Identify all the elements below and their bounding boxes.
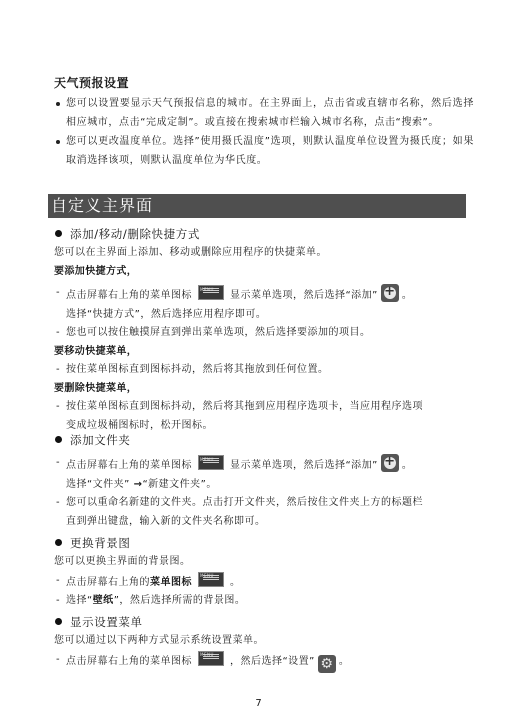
step-text: 点击屏幕右上角的菜单图标 — [66, 655, 192, 667]
settings-menu-section — [54, 614, 484, 673]
folder-heading — [54, 432, 484, 448]
bullet-dot — [56, 102, 60, 106]
step-text: 按住菜单图标直到图标抖动，然后将其拖到应用程序选项卡，当应用程序选项 — [66, 401, 423, 412]
folder-step-2 — [54, 494, 484, 513]
step-text: 您也可以按住触摸屏直到弹出菜单选项，然后选择要添加的项目。 — [66, 327, 371, 338]
dash: - — [56, 401, 61, 412]
wallpaper-intro: 您可以更换主界面的背景图。 — [54, 556, 191, 567]
shortcuts-section — [54, 226, 484, 435]
menu-key-icon — [198, 285, 224, 300]
menu-key-icon — [198, 572, 224, 587]
dash: - — [56, 497, 61, 508]
section-title: 自定义主界面 — [51, 196, 154, 215]
shortcuts-heading-text: 添加/移动/删除快捷方式 — [70, 227, 200, 241]
bullet-dot — [56, 140, 60, 144]
step-text: 显示菜单选项，然后选择“添加” — [230, 290, 378, 301]
step-text: 。 — [338, 655, 350, 667]
step-text: 您可以重命名新建的文件夹。点击打开文件夹，然后按住文件夹上方的标题栏 — [66, 497, 423, 508]
dash: - — [56, 457, 61, 468]
shortcuts-intro: 您可以在主界面上添加、移动或删除应用程序的快捷菜单。 — [54, 247, 327, 258]
step-text: 。 — [401, 460, 413, 471]
dash: - — [56, 574, 61, 586]
settings-menu-intro: 您可以通过以下两种方式显示系统设置菜单。 — [54, 635, 264, 646]
wallpaper-label: 壁纸 — [92, 595, 114, 606]
step-text: 点击屏幕右上角的菜单图标 — [66, 460, 192, 471]
wallpaper-step-2 — [54, 592, 484, 611]
settings-menu-heading-text: 显示设置菜单 — [70, 615, 143, 629]
delete-shortcut-step-cont: 变成垃圾桶图标时，松开图标。 — [66, 419, 213, 431]
step-text: ”，然后选择所需的背景图。 — [113, 595, 246, 606]
step-text: 选择“ — [66, 595, 93, 606]
wallpaper-step-1 — [54, 572, 484, 593]
weather-settings-heading: 天气预报设置 — [54, 76, 130, 90]
step-text: “新建文件夹”。 — [142, 478, 217, 490]
bullet-dot — [55, 618, 62, 625]
folder-step-2-cont: 直到弹出键盘，输入新的文件夹名称即可。 — [66, 515, 266, 527]
menu-icon-label: 菜单图标 — [150, 576, 192, 588]
add-shortcut-step-1 — [54, 284, 484, 306]
add-shortcut-step-2 — [54, 324, 484, 343]
bullet-dot — [55, 230, 62, 237]
dash: - — [56, 327, 61, 338]
wallpaper-heading — [54, 535, 484, 551]
folder-step-1 — [54, 454, 484, 476]
wallpaper-heading-text: 更换背景图 — [70, 536, 131, 550]
step-text: ，然后选择“设置” — [230, 655, 315, 667]
wallpaper-section — [54, 535, 484, 611]
bullet-text: 您可以设置要显示天气预报信息的城市。在主界面上，点击省或直辖市名称，然后选择相应城市，点击“完成定制”。或直接在搜索城市栏输入城市名称，点击“搜索”。 — [66, 98, 474, 128]
settings-menu-heading — [54, 614, 484, 630]
gear-icon: ⚙ — [318, 655, 336, 673]
add-shortcut-step-1-cont: 选择“快捷方式”，然后选择应用程序即可。 — [66, 308, 267, 320]
folder-section — [54, 432, 484, 531]
settings-menu-step-1 — [54, 651, 484, 673]
step-text: 点击屏幕右上角的 — [66, 576, 150, 588]
bullet-item — [56, 95, 474, 132]
add-shortcut-title: 要添加快捷方式， — [54, 265, 138, 277]
page-number: 7 — [255, 698, 262, 709]
folder-step-1-cont — [54, 476, 484, 495]
dash: - — [56, 653, 61, 665]
step-text: 显示菜单选项，然后选择“添加” — [230, 460, 378, 471]
menu-key-icon — [198, 651, 224, 666]
add-icon — [381, 284, 399, 302]
bullet-text: 您可以更改温度单位。选择”使用摄氏温度”选项，则默认温度单位设置为摄氏度；如果取消选择该项，则默认温度单位为华氏度。 — [66, 136, 474, 166]
step-text: 点击屏幕右上角的菜单图标 — [66, 290, 192, 301]
move-shortcut-title: 要移动快捷菜单， — [54, 345, 138, 357]
bullet-item — [56, 133, 474, 170]
section-title-bar — [48, 194, 466, 218]
delete-shortcut-title: 要删除快捷菜单， — [54, 382, 138, 394]
dash: - — [56, 364, 61, 375]
dash: - — [56, 287, 61, 298]
step-text: 选择“文件夹” — [66, 478, 130, 490]
menu-key-icon — [198, 455, 224, 470]
bullet-dot — [55, 436, 62, 443]
step-text: 。 — [401, 290, 413, 301]
shortcuts-heading — [54, 226, 484, 242]
add-icon — [381, 454, 399, 472]
move-shortcut-step — [54, 361, 484, 380]
bullet-dot — [55, 539, 62, 546]
step-text: 。 — [230, 576, 241, 588]
delete-shortcut-step — [54, 398, 484, 417]
arrow-right-icon: → — [133, 478, 143, 490]
step-text: 按住菜单图标直到图标抖动，然后将其拖放到任何位置。 — [66, 364, 329, 375]
folder-heading-text: 添加文件夹 — [70, 433, 131, 447]
dash: - — [56, 595, 61, 606]
weather-bullets — [56, 95, 474, 171]
